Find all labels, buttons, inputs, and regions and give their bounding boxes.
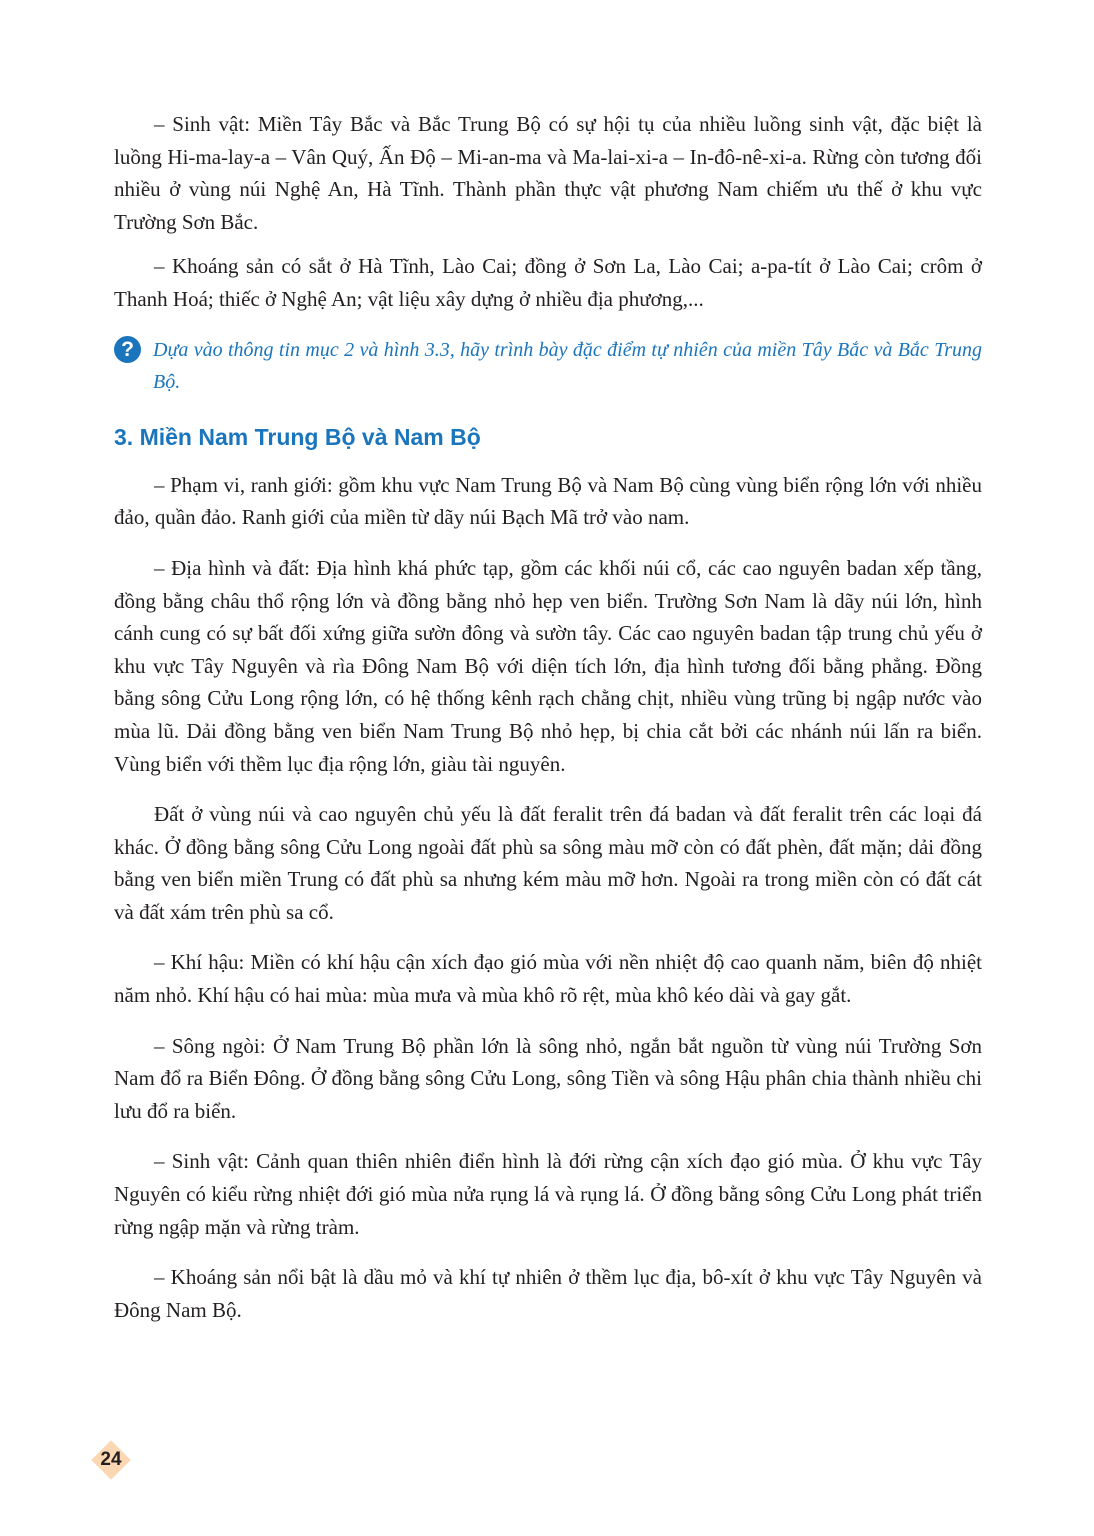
paragraph-sinh-vat-tay-bac: – Sinh vật: Miền Tây Bắc và Bắc Trung Bộ có sự hội tụ của nhiều luồng sinh vật, đặc biệt là luồng Hi-ma-lay-a – Vân Quý, Ấn Độ – Mi-an-ma và Ma-lai-xi-a – In-đô-nê-xi-a. Rừng còn tương đối nhiều ở vùng núi Nghệ An, Hà Tĩnh. Thành phần thực vật phương Nam chiếm ưu thế ở khu vực Trường Sơn Bắc. [114, 112, 982, 234]
page-number: 24 [100, 1449, 122, 1470]
question-text: Dựa vào thông tin mục 2 và hình 3.3, hãy trình bày đặc điểm tự nhiên của miền Tây Bắc và Bắc Trung Bộ. [153, 338, 982, 394]
paragraph-dia-hinh: – Địa hình và đất: Địa hình khá phức tạp, gồm các khối núi cổ, các cao nguyên badan xếp tầng, đồng bằng châu thổ rộng lớn và đồng bằng nhỏ hẹp ven biển. Trường Sơn Nam là dãy núi lớn, hình cánh cung có sự bất đối xứng giữa sườn đông và sườn tây. Các cao nguyên badan tập trung chủ yếu ở khu vực Tây Nguyên và rìa Đông Nam Bộ với diện tích lớn, địa hình tương đối bằng phẳng. Đồng bằng sông Cửu Long rộng lớn, có hệ thống kênh rạch chằng chịt, nhiều vùng trũng bị ngập nước vào mùa lũ. Dải đồng bằng ven biển Nam Trung Bộ nhỏ hẹp, bị chia cắt bởi các nhánh núi lấn ra biển. Vùng biển với thềm lục địa rộng lớn, giàu tài nguyên. [114, 555, 982, 776]
paragraph-song-ngoi: – Sông ngòi: Ở Nam Trung Bộ phần lớn là sông nhỏ, ngắn bắt nguồn từ vùng núi Trường Sơn Nam đổ ra Biển Đông. Ở đồng bằng sông Cửu Long, sông Tiền và sông Hậu phân chia thành nhiều chi lưu đổ ra biển. [114, 1033, 982, 1123]
question-block [114, 334, 982, 399]
paragraph-khoang-san-tay-bac: – Khoáng sản có sắt ở Hà Tĩnh, Lào Cai; đồng ở Sơn La, Lào Cai; a-pa-tít ở Lào Cai; crôm ở Thanh Hoá; thiếc ở Nghệ An; vật liệu xây dựng ở nhiều địa phương,... [114, 254, 982, 311]
paragraph-sinh-vat-nam: – Sinh vật: Cảnh quan thiên nhiên điển hình là đới rừng cận xích đạo gió mùa. Ở khu vực Tây Nguyên có kiểu rừng nhiệt đới gió mùa nửa rụng lá và rụng lá. Ở đồng bằng sông Cửu Long phát triển rừng ngập mặn và rừng tràm. [114, 1149, 982, 1239]
question-mark-icon: ? [114, 336, 141, 363]
paragraph-pham-vi: – Phạm vi, ranh giới: gồm khu vực Nam Trung Bộ và Nam Bộ cùng vùng biển rộng lớn với nhiều đảo, quần đảo. Ranh giới của miền từ dãy núi Bạch Mã trở vào nam. [114, 472, 982, 530]
paragraph-khi-hau: – Khí hậu: Miền có khí hậu cận xích đạo gió mùa với nền nhiệt độ cao quanh năm, biên độ nhiệt năm nhỏ. Khí hậu có hai mùa: mùa mưa và mùa khô rõ rệt, mùa khô kéo dài và gay gắt. [114, 950, 982, 1008]
paragraph-khoang-san-nam: – Khoáng sản nổi bật là dầu mỏ và khí tự nhiên ở thềm lục địa, bô-xít ở khu vực Tây Nguyên và Đông Nam Bộ. [114, 1265, 982, 1322]
paragraph-dat: Đất ở vùng núi và cao nguyên chủ yếu là đất feralit trên đá badan và đất feralit trên các loại đá khác. Ở đồng bằng sông Cửu Long ngoài đất phù sa sông màu mỡ còn có đất phèn, đất mặn; dải đồng bằng ven biển miền Trung có đất phù sa nhưng kém màu mỡ hơn. Ngoài ra trong miền còn có đất cát và đất xám trên phù sa cổ. [114, 802, 982, 924]
section-title: 3. Miền Nam Trung Bộ và Nam Bộ [114, 423, 481, 450]
page-content [114, 108, 982, 1344]
page-number-badge [92, 1441, 130, 1479]
